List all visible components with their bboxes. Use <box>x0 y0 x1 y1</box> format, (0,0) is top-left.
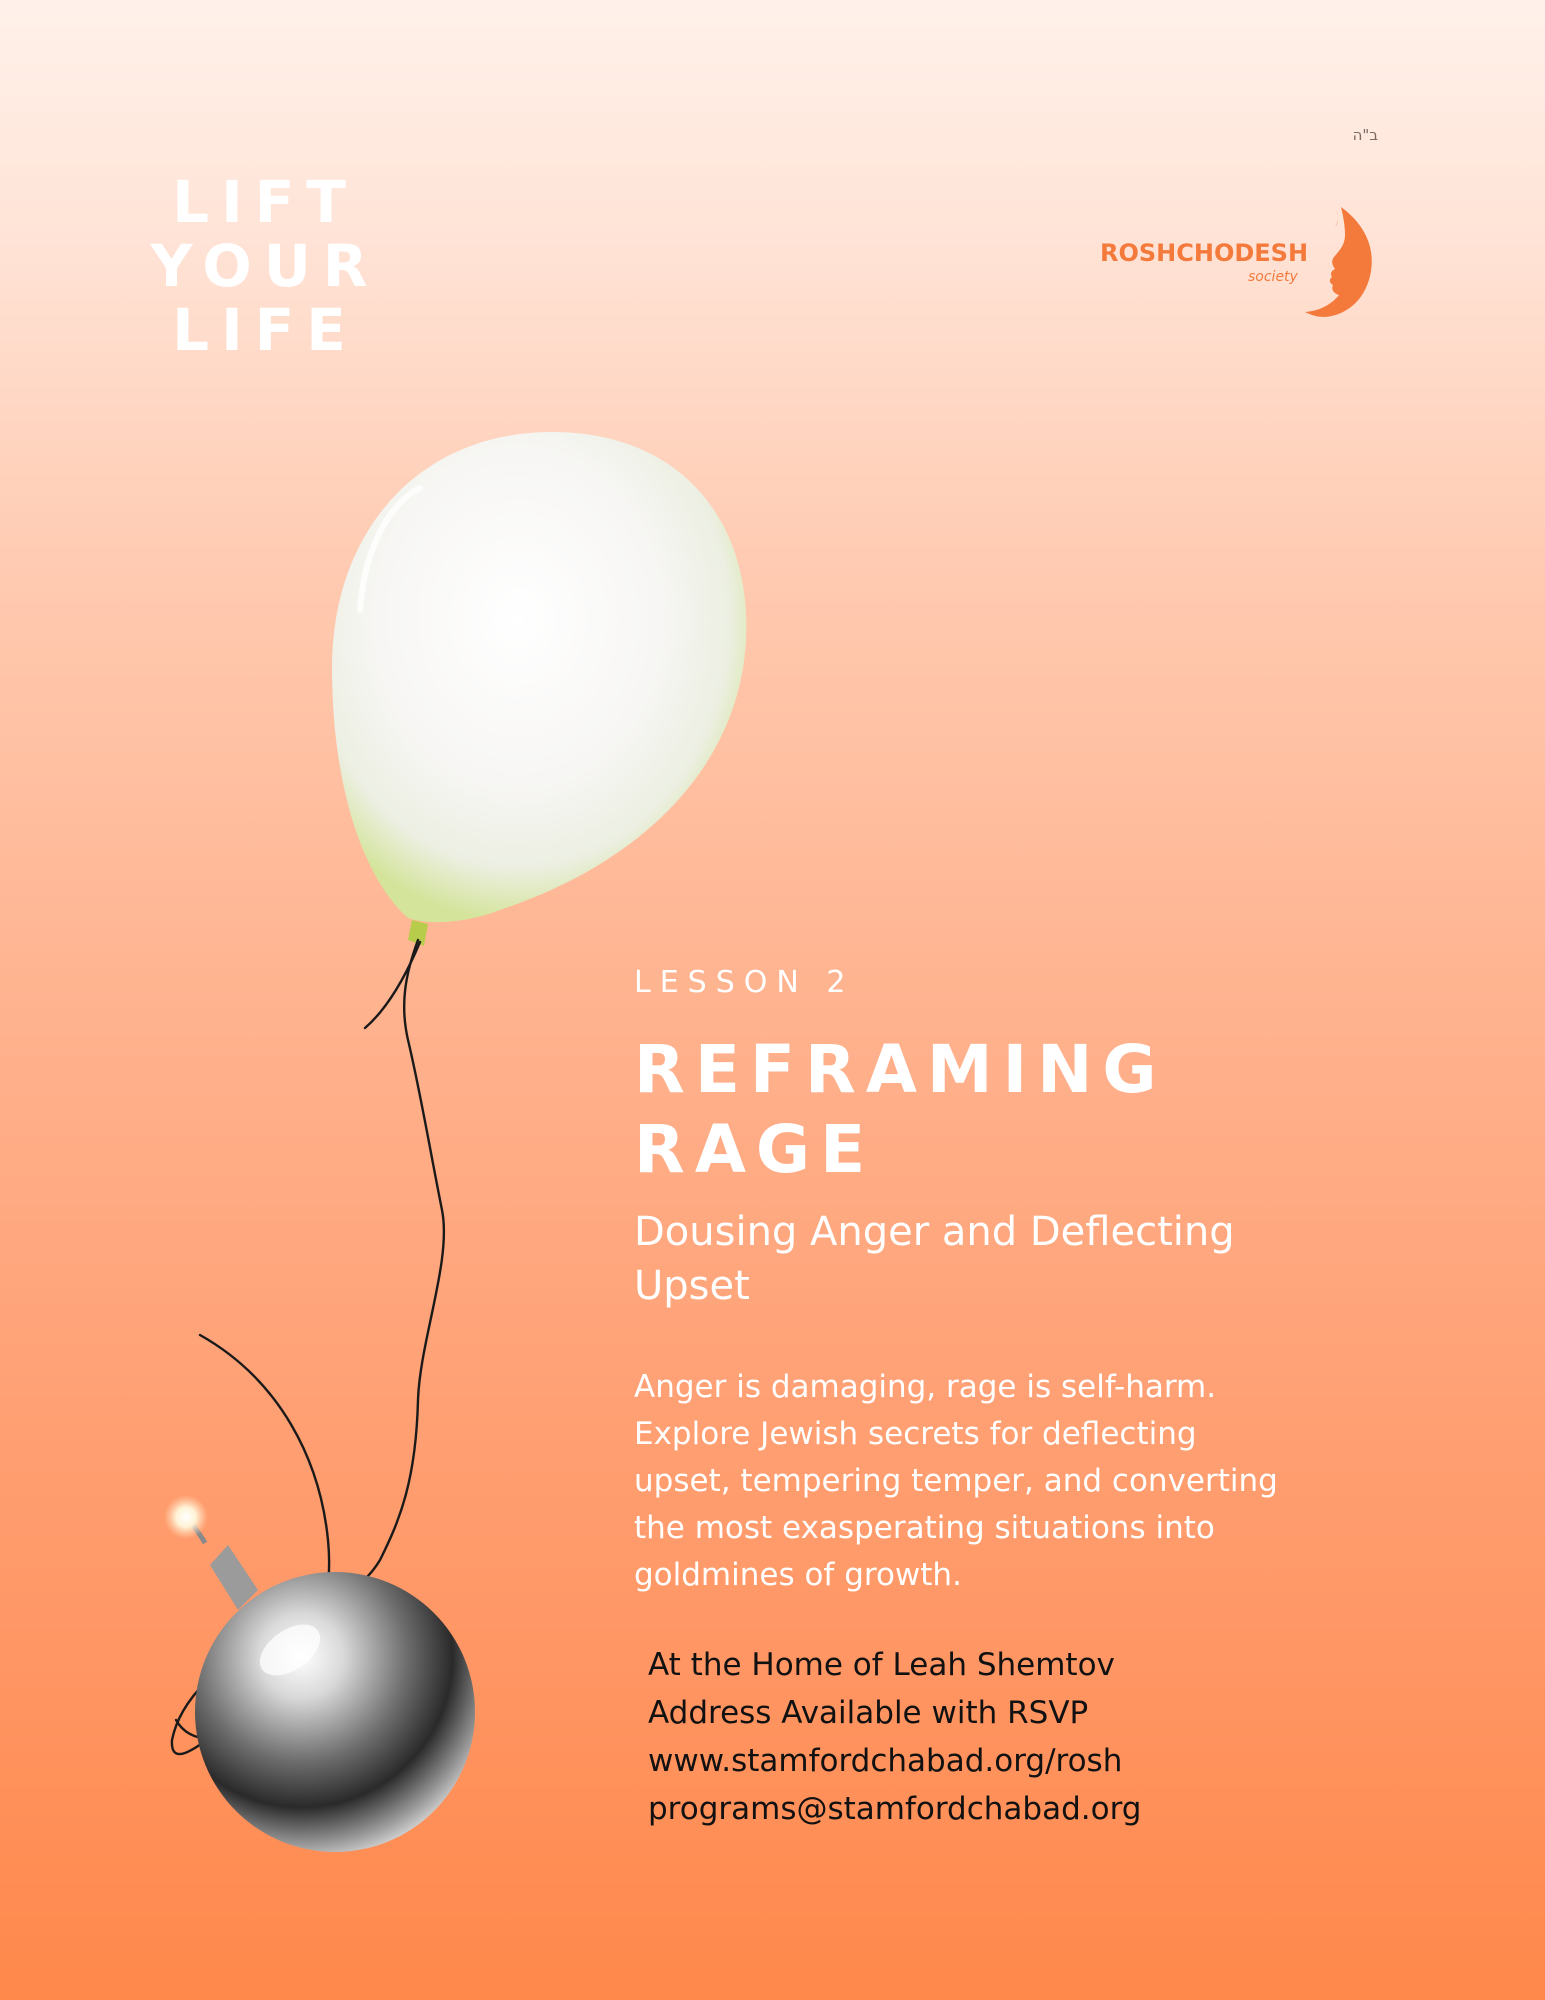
description-line: upset, tempering temper, and converting <box>634 1463 1278 1499</box>
org-tagline: society <box>1248 269 1298 285</box>
description-line: the most exasperating situations into <box>634 1510 1215 1546</box>
title-line-2: RAGE <box>634 1111 876 1188</box>
event-details <box>648 1641 1348 1833</box>
event-website-link[interactable]: www.stamfordchabad.org/rosh <box>648 1743 1123 1779</box>
lesson-title <box>634 1030 1454 1190</box>
org-name: ROSHCHODESH <box>1100 239 1309 267</box>
description-line: Explore Jewish secrets for deflecting <box>634 1416 1197 1452</box>
lesson-description <box>634 1364 1354 1599</box>
balloon-icon <box>332 432 746 946</box>
lesson-label: LESSON 2 <box>634 965 855 1000</box>
title-line-1: REFRAMING <box>634 1031 1167 1108</box>
event-email-link[interactable]: programs@stamfordchabad.org <box>648 1791 1142 1827</box>
description-line: Anger is damaging, rage is self-harm. <box>634 1369 1217 1405</box>
bomb-icon <box>164 1495 475 1852</box>
logo-line-2: YOUR <box>150 232 380 300</box>
lesson-subtitle: Dousing Anger and Deflecting Upset <box>634 1209 1235 1309</box>
hebrew-corner-mark: ב"ה <box>1352 126 1378 144</box>
event-address-note: Address Available with RSVP <box>648 1695 1089 1731</box>
description-line: goldmines of growth. <box>634 1557 962 1593</box>
logo-line-3: LIFE <box>172 296 358 364</box>
event-location: At the Home of Leah Shemtov <box>648 1647 1115 1683</box>
logo-line-1: LIFT <box>172 168 358 236</box>
